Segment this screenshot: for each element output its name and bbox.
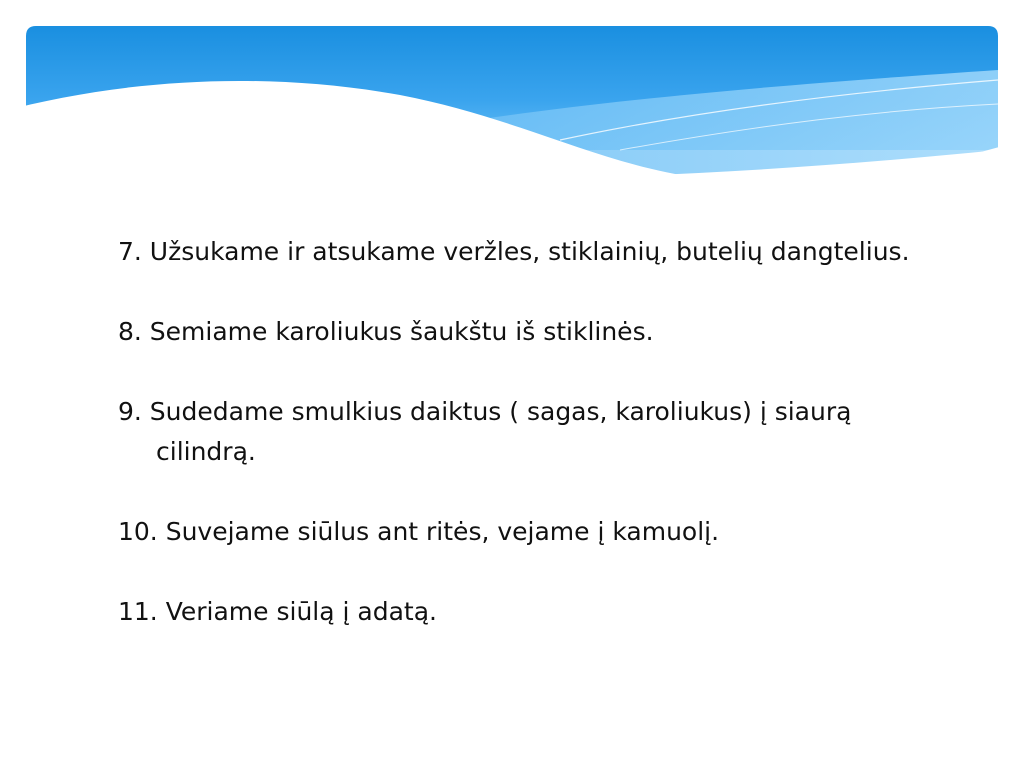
list-item: 9. Sudedame smulkius daiktus ( sagas, karoliukus) į siaurą cilindrą. [118,397,852,466]
list-item: 8. Semiame karoliukus šaukštu iš stiklinės. [118,317,654,346]
instruction-list [118,232,918,632]
wave-banner [0,0,1024,200]
list-item: 7. Užsukame ir atsukame veržles, stiklainių, butelių dangtelius. [118,237,910,266]
list-item: 11. Veriame siūlą į adatą. [118,597,437,626]
list-item: 10. Suvejame siūlus ant ritės, vejame į kamuolį. [118,517,720,546]
